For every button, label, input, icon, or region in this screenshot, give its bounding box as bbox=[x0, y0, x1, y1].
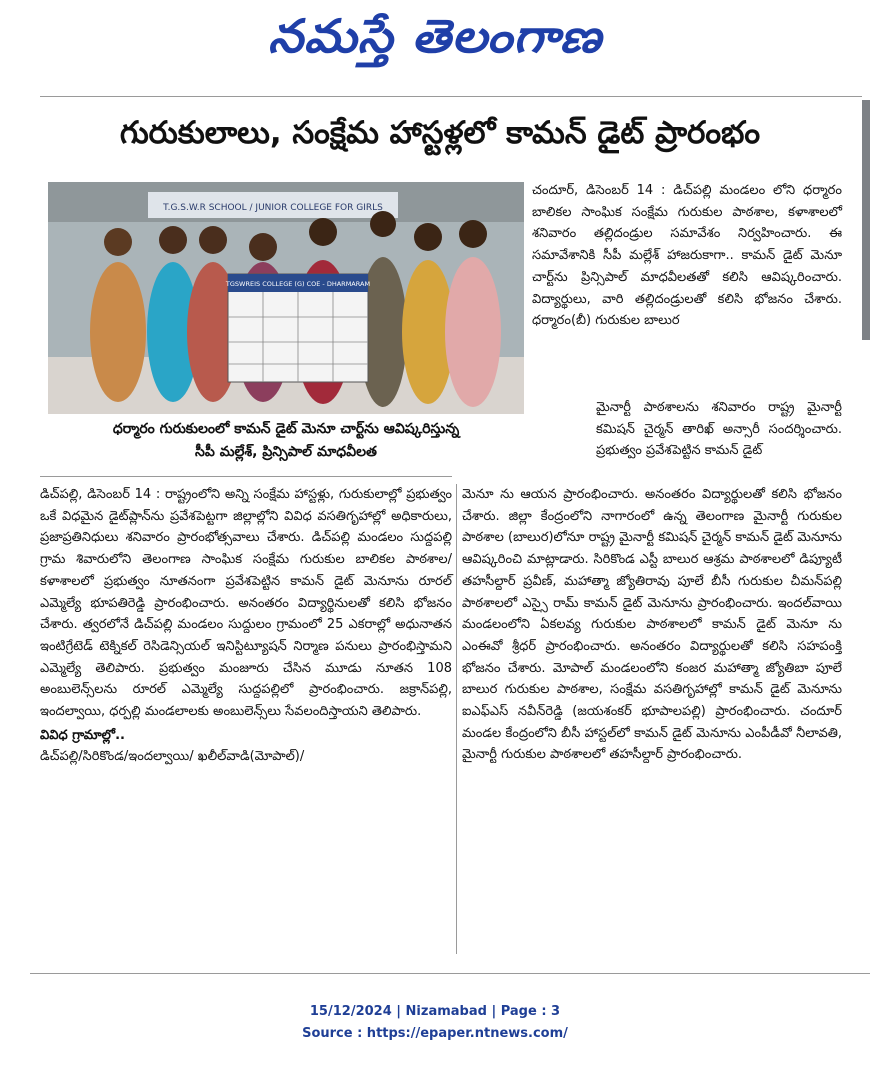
caption-divider bbox=[40, 476, 452, 477]
news-photo bbox=[48, 182, 524, 414]
left-story-subhead: వివిధ గ్రామాల్లో.. bbox=[40, 727, 125, 743]
caption-line-2: సీపీ మల్లేశ్, ప్రిన్సిపాల్ మాధవీలత bbox=[195, 444, 377, 460]
left-story-body: డిచ్‌పల్లి, డిసెంబర్ 14 : రాష్ట్రంలోని అన్ని సంక్షేమ హాస్టళ్లు, గురుకులాల్లో ప్రభుత్వం ఒకే విధమైన డైట్‌ప్లాన్‌ను ప్రవేశపెట్టగా జిల్లాల్లోని వివిధ వసతిగృహాల్లో అధికారులు, ప్రజాప్రతినిధులు శనివారం ప్రారంభోత్సవాలు చేశారు. డిచ్‌పల్లి మండలం సుద్దపల్లి గ్రామ శివారులోని తెలంగాణ సాంఘిక సంక్షేమ గురుకుల బాలికల పాఠశాల/ కళాశాలలో ప్రభుత్వం నూతనంగా ప్రవేశపెట్టిన కామన్ డైట్ మెనూను రూరల్ ఎమ్మెల్యే భూపతిరెడ్డి ప్రారంభించారు. అనంతరం విద్యార్థినులతో కలిసి భోజనం చేశారు. త్వరలోనే డిచ్‌పల్లి మండలం సుద్దులం గ్రామంలో 25 ఎకరాల్లో అధునాతన ఇంటిగ్రేటెడ్ టెక్నికల్ రెసిడెన్సియల్ ఇనిస్టిట్యూషన్ నిర్మాణ పనులు ప్రారంభిస్తామని ఎమ్మెల్యే తెలిపారు. ప్రభుత్వం మంజూరు చేసిన మూడు నూతన 108 అంబులెన్స్‌లను రూరల్ ఎమ్మెల్యే సుద్దపల్లిలో ప్రారంభించారు. జక్రాన్‌పల్లి, ఇందల్వాయి, ధర్పల్లి మండలాలకు అంబులెన్స్‌లు సేవలందిస్తాయని తెలిపారు. bbox=[40, 487, 452, 720]
right-story-mid-text: మైనార్టీ పాఠశాలను శనివారం రాష్ట్ర మైనార్టీ కమిషన్ చైర్మన్ తారిఖ్ అన్సారీ సందర్శించారు. ప్రభుత్వం ప్రవేశపెట్టిన కామన్ డైట్ bbox=[596, 400, 842, 459]
footer-source-line: Source : https://epaper.ntnews.com/ bbox=[302, 1026, 568, 1041]
masthead-divider bbox=[40, 96, 862, 97]
masthead-title: నమస్తే తెలంగాణ bbox=[267, 9, 603, 63]
right-story-bottom bbox=[462, 484, 842, 766]
right-story-top bbox=[532, 180, 842, 332]
column-divider bbox=[456, 484, 457, 954]
left-story bbox=[40, 484, 452, 768]
photo-caption bbox=[48, 418, 524, 464]
page-edge-strip bbox=[862, 100, 870, 340]
banner-text: T.G.S.W.R SCHOOL / JUNIOR COLLEGE FOR GIRLS bbox=[163, 203, 383, 213]
footer-divider bbox=[30, 973, 870, 974]
right-story-mid bbox=[596, 397, 842, 462]
caption-line-1: ధర్మారం గురుకులంలో కామన్ డైట్ మెనూ చార్ట్‌ను ఆవిష్కరిస్తున్న bbox=[112, 421, 460, 437]
photo-illustration bbox=[48, 182, 524, 414]
menu-chart-title: TGSWREIS COLLEGE (G) COE - DHARMARAM bbox=[225, 280, 371, 288]
footer-edition-line: 15/12/2024 | Nizamabad | Page : 3 bbox=[309, 1004, 561, 1019]
left-story-dateline: డిచ్‌పల్లి/సిరికొండ/ఇందల్వాయి/ ఖలీల్‌వాడి(మోపాల్)/ bbox=[40, 749, 305, 765]
right-story-bottom-text: మెనూ ను ఆయన ప్రారంభించారు. అనంతరం విద్యార్థులతో కలిసి భోజనం చేశారు. జిల్లా కేంద్రంలోని నాగారంలో ఉన్న తెలంగాణ మైనార్టీ గురుకుల పాఠశాల (బాలుర)లోనూ రాష్ట్ర మైనార్టీ కమిషన్ చైర్మన్ కామన్ డైట్ మెనూను ఆవిష్కరించి మాట్లాడారు. సిరికొండ ఎస్టీ బాలుర ఆశ్రమ పాఠశాలలో డిప్యూటీ తహసీల్దార్ ప్రవీణ్, మహాత్మా జ్యోతిరావు పూలే బీసీ గురుకుల చీమన్‌పల్లి పాఠశాలలో ఎస్సై రామ్ కామన్ డైట్ మెనూను ప్రారంభించారు. ఇందల్‌వాయి మండలంలోని ఏకలవ్య గురుకుల పాఠశాలలో కామన్ డైట్ మెనూ ను ఎంఈవో శ్రీధర్ ప్రారంభించారు. అనంతరం విద్యార్థులతో కలిసి సహపంక్తి భోజనం చేశారు. మోపాల్ మండలంలోని కంజర మహాత్మా జ్యోతిబా పూలే బాలుర గురుకుల పాఠశాల, సంక్షేమ వసతిగృహాల్లో కామన్ డైట్ మెనూను ఐఎఫ్‌ఎస్ నవీన్‌రెడ్డి (జయశంకర్ భూపాలపల్లి) ప్రారంభించారు. చందూర్ మండల కేంద్రంలోని బీసీ హాస్టల్‌లో కామన్ డైట్ మెనూను ఎంపీడీవో నీలావతి, మైనార్టీ గురుకుల పాఠశాలలో తహసీల్దార్ ప్రారంభించారు. bbox=[462, 487, 842, 763]
right-story-top-text: చందూర్, డిసెంబర్ 14 : డిచ్‌పల్లి మండలం లోని ధర్మారం బాలికల సాంఘిక సంక్షేమ గురుకుల పాఠశాల, కళాశాలలో శనివారం తల్లిదండ్రుల సమావేశం నిర్వహించారు. ఈ సమావేశానికి సీపీ మల్లేశ్ హాజరుకాగా.. కామన్ డైట్ మెనూ చార్ట్‌ను ప్రిన్సిపాల్ మాధవీలతతో కలిసి ఆవిష్కరించారు. విద్యార్థులు, వారి తల్లిదండ్రులతో కలిసి భోజనం చేశారు. ధర్మారం(బీ) గురుకుల బాలుర bbox=[532, 183, 842, 329]
headline: గురుకులాలు, సంక్షేమ హాస్టళ్లలో కామన్ డైట్ ప్రారంభం bbox=[119, 115, 761, 151]
